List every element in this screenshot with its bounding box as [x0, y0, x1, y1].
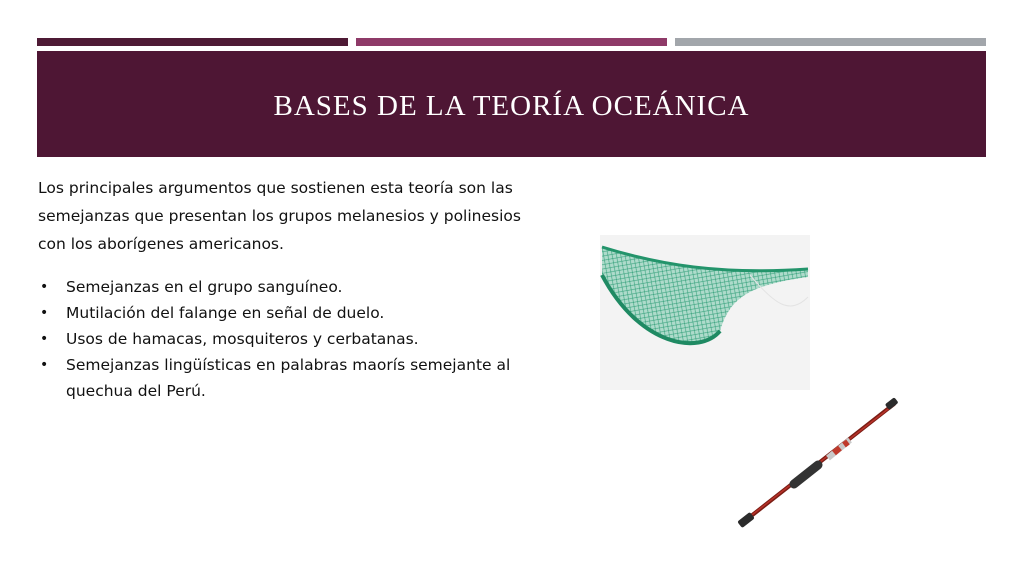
list-item-text: Semejanzas lingüísticas en palabras maorís semejante al quechua del Perú.	[66, 356, 511, 400]
accent-stripe-3	[675, 38, 986, 46]
accent-stripe-1	[37, 38, 348, 46]
hammock-image	[600, 235, 810, 390]
list-item	[38, 326, 538, 352]
list-item	[38, 274, 538, 300]
bullet-icon: •	[40, 279, 49, 295]
accent-stripe-2	[356, 38, 667, 46]
list-item-text: Mutilación del falange en señal de duelo.	[66, 304, 385, 322]
slide-title: BASES DE LA TEORÍA OCEÁNICA	[273, 89, 750, 122]
list-item	[38, 300, 538, 326]
blowgun-image	[732, 392, 902, 532]
bullet-icon: •	[40, 331, 49, 347]
bullet-list	[38, 274, 538, 404]
title-bar	[37, 51, 986, 157]
list-item	[38, 352, 538, 404]
intro-paragraph: Los principales argumentos que sostienen esta teoría son las semejanzas que presentan los grupos melanesios y polinesios con los aborígenes americanos.	[38, 179, 521, 253]
list-item-text: Semejanzas en el grupo sanguíneo.	[66, 278, 343, 296]
slide-body	[38, 174, 538, 404]
bullet-icon: •	[40, 305, 49, 321]
list-item-text: Usos de hamacas, mosquiteros y cerbatanas.	[66, 330, 419, 348]
bullet-icon: •	[40, 357, 49, 373]
